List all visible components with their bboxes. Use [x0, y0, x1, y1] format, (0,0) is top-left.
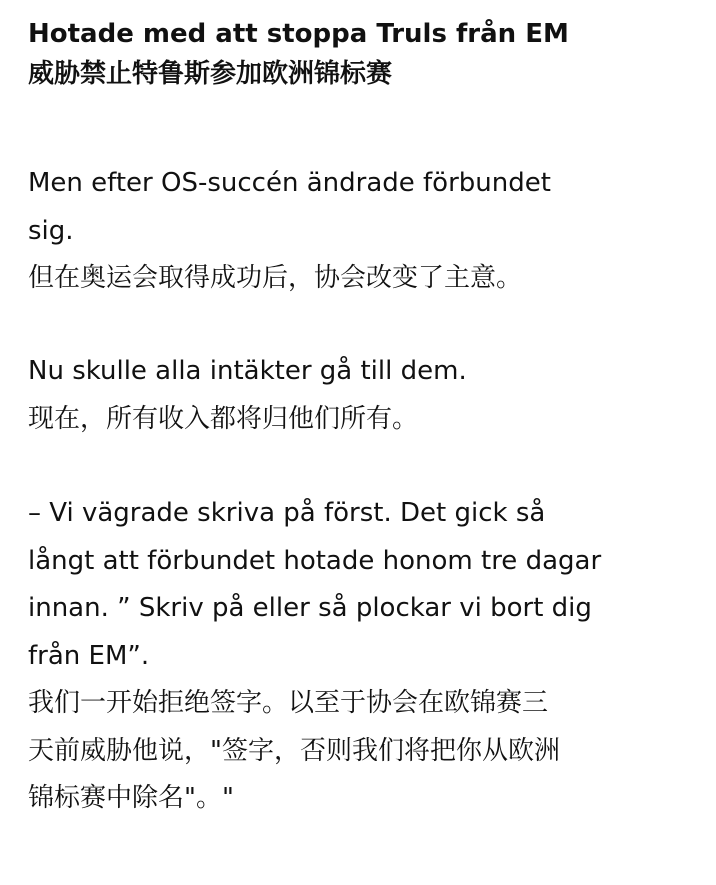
title-chinese: 威胁禁止特鲁斯参加欧洲锦标赛 [28, 59, 393, 89]
paragraph-line: 现在，所有收入都将归他们所有。 [28, 403, 419, 434]
paragraph-2 [28, 348, 467, 443]
paragraph-3 [28, 490, 601, 823]
paragraph-line: innan. ” Skriv på eller så plockar vi bort dig [28, 593, 592, 623]
paragraph-1 [28, 160, 551, 303]
title-swedish: Hotade med att stoppa Truls från EM [28, 19, 569, 49]
paragraph-line: 我们一开始拒绝签字。以至于协会在欧锦赛三 [28, 688, 549, 718]
paragraph-line: Men efter OS-succén ändrade förbundet [28, 168, 551, 198]
article [28, 14, 694, 813]
paragraph-line: Nu skulle alla intäkter gå till dem. [28, 356, 467, 386]
paragraph-line: 锦标赛中除名"。" [28, 783, 234, 813]
paragraph-line: 但在奥运会取得成功后，协会改变了主意。 [28, 263, 523, 293]
paragraph-line: – Vi vägrade skriva på först. Det gick så [28, 498, 546, 528]
paragraph-line: sig. [28, 215, 74, 246]
paragraph-line: 天前威胁他说，"签字，否则我们将把你从欧洲 [28, 735, 560, 766]
paragraph-line: från EM”. [28, 640, 150, 671]
paragraph-line: långt att förbundet hotade honom tre dagar [28, 545, 602, 576]
